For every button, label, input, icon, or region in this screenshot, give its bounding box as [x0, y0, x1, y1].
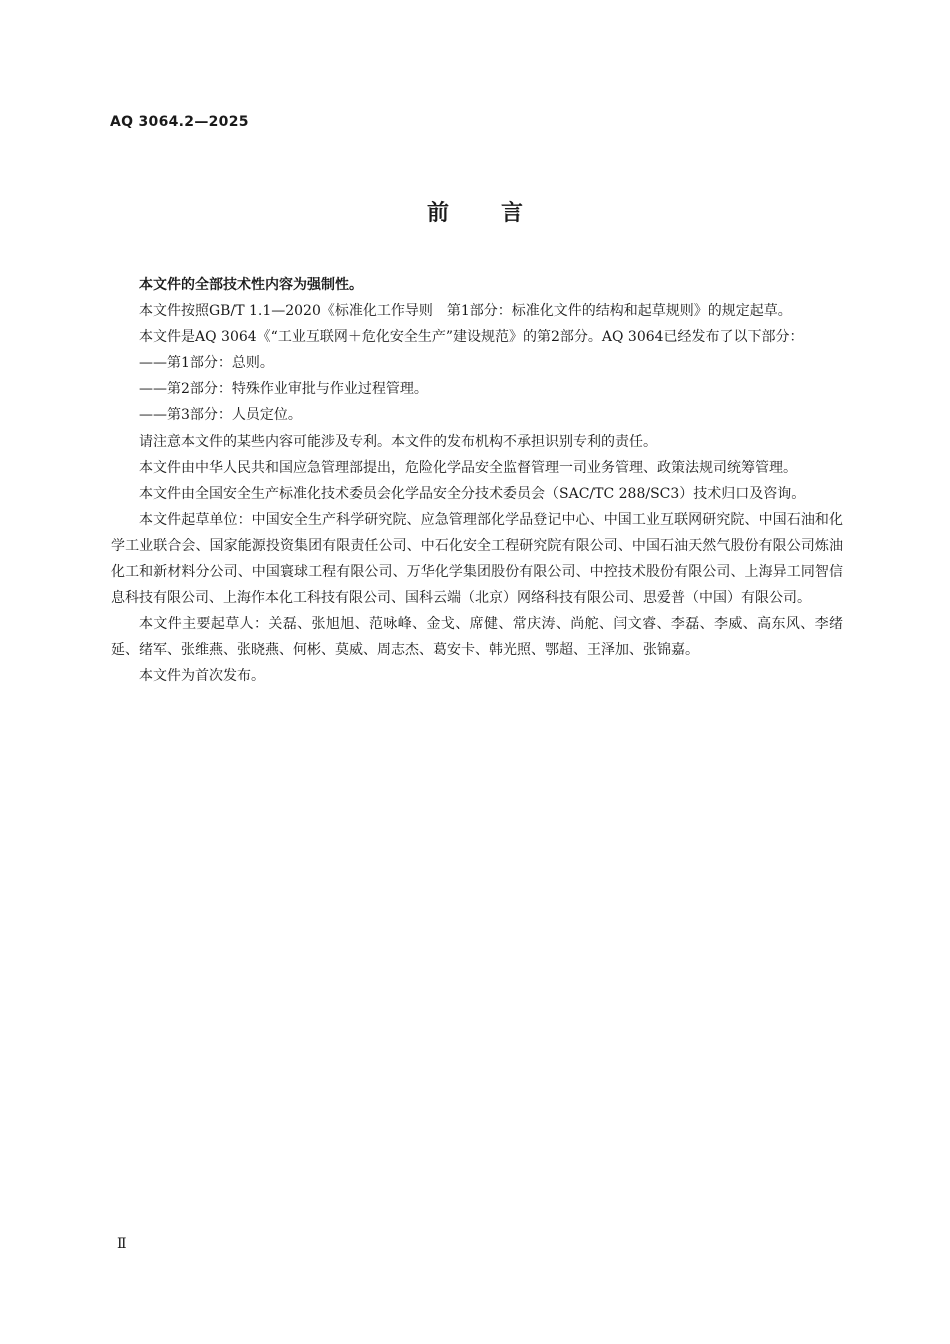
- mandatory-statement: 本文件的全部技术性内容为强制性。: [139, 277, 363, 293]
- first-release-paragraph: 本文件为首次发布。: [139, 668, 265, 685]
- part-list-item-2: ——第2部分：特殊作业审批与作业过程管理。: [139, 381, 428, 398]
- drafting-rules-paragraph: 本文件按照GB/T 1.1—2020《标准化工作导则 第1部分：标准化文件的结构和起草规则》的规定起草。: [139, 303, 792, 320]
- page-title: 前言: [426, 201, 575, 226]
- document-code: AQ 3064.2—2025: [110, 114, 249, 130]
- technical-committee-paragraph: 本文件由全国安全生产标准化技术委员会化学品安全分技术委员会（SAC/TC 288/SC3）技术归口及咨询。: [139, 485, 806, 502]
- part-list-item-3: ——第3部分：人员定位。: [139, 407, 302, 424]
- part-list-item-1: ——第1部分：总则。: [139, 355, 274, 372]
- drafters-paragraph: 本文件主要起草人：关磊、张旭旭、范咏峰、金戈、席健、常庆涛、尚舵、闫文睿、李磊、李威、高东风、李绪延、绪军、张维燕、张晓燕、何彬、莫威、周志杰、葛安卡、韩光照、鄂超、王泽加、张锦嘉。: [111, 616, 843, 659]
- series-parts-paragraph: 本文件是AQ 3064《“工业互联网＋危化安全生产”建设规范》的第2部分。AQ 3064已经发布了以下部分：: [139, 329, 804, 346]
- foreword-body: [111, 272, 843, 690]
- drafting-units-paragraph: 本文件起草单位：中国安全生产科学研究院、应急管理部化学品登记中心、中国工业互联网研究院、中国石油和化学工业联合会、国家能源投资集团有限责任公司、中石化安全工程研究院有限公司、中国石油天然气股份有限公司炼油化工和新材料分公司、中国寰球工程有限公司、万华化学集团股份有限公司、中控技术股份有限公司、上海异工同智信息科技有限公司、上海作本化工科技有限公司、国科云端（北京）网络科技有限公司、思爱普（中国）有限公司。: [111, 511, 843, 607]
- proposer-paragraph: 本文件由中华人民共和国应急管理部提出，危险化学品安全监督管理一司业务管理、政策法规司统筹管理。: [139, 459, 797, 476]
- page-number: Ⅱ: [117, 1236, 127, 1252]
- patent-notice-paragraph: 请注意本文件的某些内容可能涉及专利。本文件的发布机构不承担识别专利的责任。: [139, 433, 657, 450]
